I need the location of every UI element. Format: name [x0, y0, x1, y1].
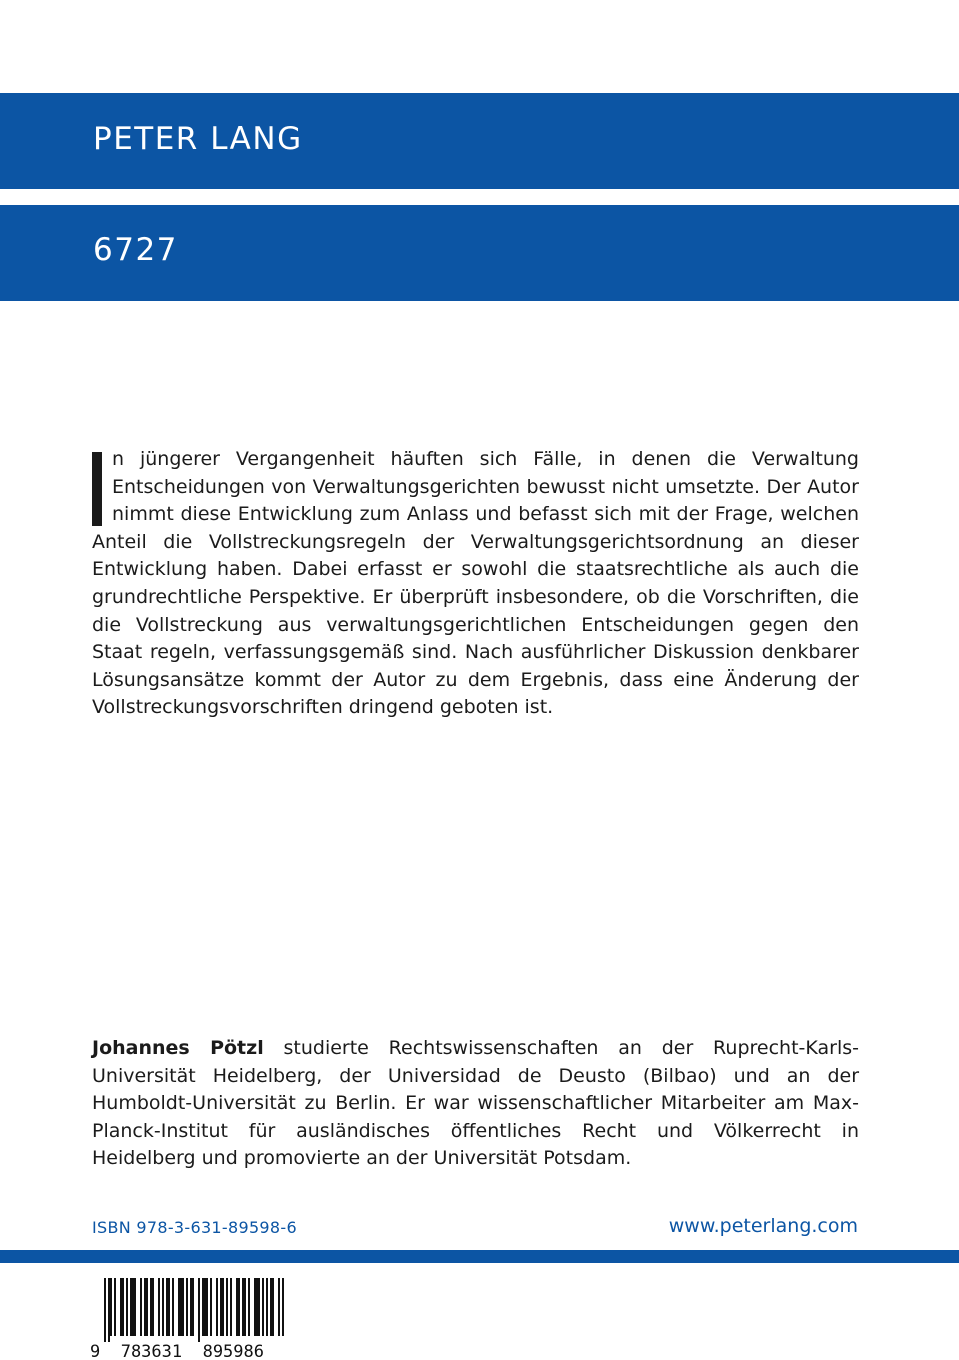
barcode-bar	[272, 1278, 274, 1336]
author-bio	[92, 1035, 859, 1173]
barcode-bar	[266, 1278, 268, 1336]
barcode-bar	[108, 1278, 110, 1342]
barcode-bar	[278, 1278, 280, 1336]
barcode-bar	[210, 1278, 212, 1336]
barcode-bar	[190, 1278, 192, 1336]
barcode-bar	[204, 1278, 206, 1336]
barcode-bar	[248, 1278, 250, 1336]
isbn-label: ISBN 978-3-631-89598-6	[92, 1218, 297, 1237]
barcode-graphic	[90, 1278, 290, 1360]
barcode-bar	[236, 1278, 238, 1336]
barcode-bar	[206, 1278, 208, 1336]
blurb-text: n jüngerer Vergangenheit häuften sich Fälle, in denen die Verwaltung Entscheidungen von Verwaltungsgerichten bewusst nicht umsetzte. Der Autor nimmt diese Entwicklung zum Anlass und befasst sich mit der Frage, welchen Anteil die Vollstreckungsregeln der Verwaltungsgerichtsordnung an dieser Entwicklung haben. Dabei erfasst er sowohl die staatsrechtliche als auch die grundrechtliche Perspektive. Er überprüft insbesondere, ob die Vorschriften, die die Vollstreckung aus verwaltungsgerichtlichen Entscheidungen gegen den Staat regeln, verfassungsgemäß sind. Nach ausführlicher Diskussion denkbarer Lösungsansätze kommt der Autor zu dem Ergebnis, dass eine Änderung der Vollstreckungsvorschriften dringend geboten ist.	[92, 448, 859, 719]
barcode-bar	[242, 1278, 244, 1336]
book-blurb	[92, 446, 859, 722]
barcode-bar	[158, 1278, 160, 1336]
barcode-bar	[258, 1278, 260, 1336]
barcode-bar	[270, 1278, 272, 1336]
barcode-bar	[220, 1278, 222, 1336]
publisher-website-link[interactable]: www.peterlang.com	[668, 1215, 858, 1237]
barcode-bar	[132, 1278, 134, 1336]
barcode-bar	[168, 1278, 170, 1336]
publisher-name: PETER LANG	[93, 121, 303, 157]
barcode-bar	[262, 1278, 264, 1336]
barcode-bar	[130, 1278, 132, 1336]
barcode-digits: 9 783631 895986	[90, 1342, 264, 1360]
barcode-bar	[152, 1278, 154, 1336]
barcode-bar	[254, 1278, 256, 1336]
barcode-bar	[144, 1278, 146, 1336]
barcode-bar	[230, 1278, 232, 1336]
barcode-bar	[180, 1278, 182, 1336]
isbn-barcode	[90, 1278, 290, 1360]
barcode-bar	[182, 1278, 184, 1336]
series-number: 6727	[93, 232, 178, 268]
barcode-bar	[114, 1278, 116, 1336]
barcode-bar	[192, 1278, 194, 1336]
barcode-bar	[122, 1278, 124, 1336]
barcode-bar	[110, 1278, 112, 1336]
drop-cap-bar	[92, 452, 102, 526]
publisher-band	[0, 93, 959, 189]
barcode-bar	[178, 1278, 180, 1336]
barcode-bar	[140, 1278, 142, 1336]
barcode-bar	[238, 1278, 240, 1336]
barcode-bar	[120, 1278, 122, 1336]
author-name: Johannes Pötzl	[92, 1037, 264, 1059]
bottom-rule	[0, 1250, 959, 1263]
barcode-bar	[162, 1278, 164, 1336]
series-band	[0, 205, 959, 301]
barcode-bar	[222, 1278, 224, 1336]
barcode-bar	[146, 1278, 148, 1336]
barcode-bar	[244, 1278, 246, 1336]
barcode-bar	[256, 1278, 258, 1336]
barcode-bar	[126, 1278, 128, 1336]
barcode-bar	[104, 1278, 106, 1342]
barcode-bar	[172, 1278, 174, 1336]
barcode-bar	[166, 1278, 168, 1336]
barcode-bar	[150, 1278, 152, 1336]
barcode-bar	[186, 1278, 188, 1336]
barcode-bar	[134, 1278, 136, 1336]
barcode-bar	[226, 1278, 228, 1336]
barcode-bar	[216, 1278, 218, 1336]
barcode-bar	[202, 1278, 204, 1336]
barcode-bar	[282, 1278, 284, 1336]
barcode-bars	[104, 1278, 284, 1342]
barcode-bar	[198, 1278, 200, 1342]
author-bio-text: studierte Rechtswissenschaften an der Ruprecht-Karls-Universität Heidelberg, der Universidad de Deusto (Bilbao) und an der Humboldt-Universität zu Berlin. Er war wissenschaftlicher Mitarbeiter am Max-Planck-Institut für ausländisches öffentliches Recht und Völkerrecht in Heidelberg und promovierte an der Universität Potsdam.	[92, 1037, 860, 1170]
